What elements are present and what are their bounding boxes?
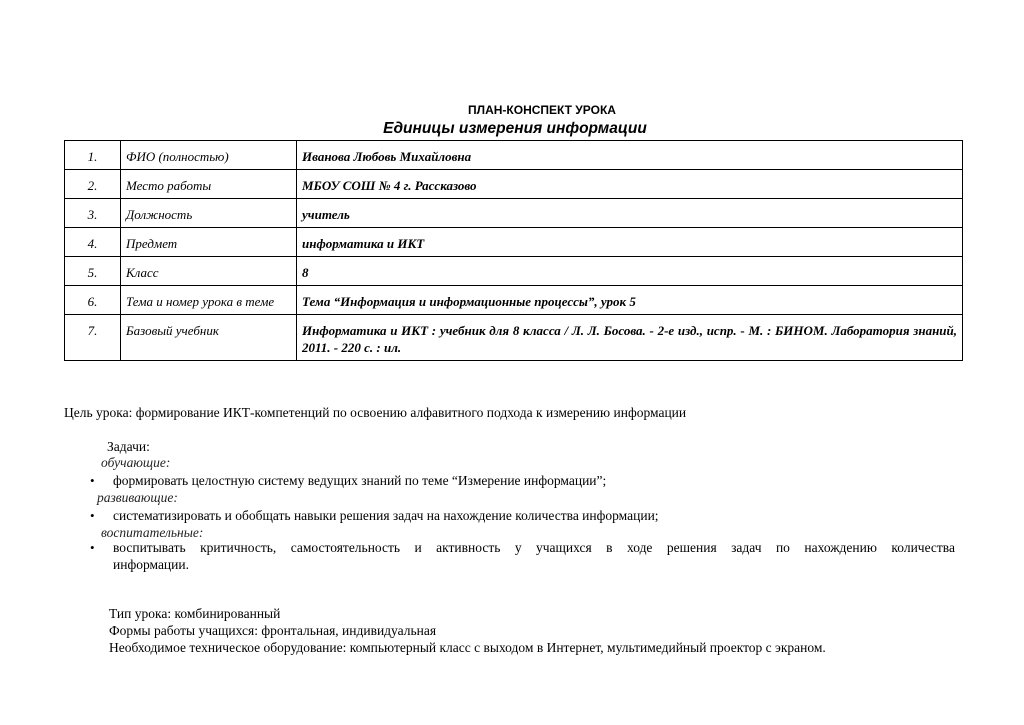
row-value: Иванова Любовь Михайловна	[297, 141, 963, 170]
row-number: 6.	[65, 286, 121, 315]
row-label: Тема и номер урока в теме	[121, 286, 297, 315]
row-label: Место работы	[121, 170, 297, 199]
task-item: систематизировать и обобщать навыки решения задач на нахождение количества информации;	[113, 508, 659, 523]
task-group-label: обучающие:	[101, 455, 171, 470]
task-item: формировать целостную систему ведущих знаний по теме “Измерение информации”;	[113, 473, 607, 488]
task-group-label: развивающие:	[97, 490, 178, 505]
work-forms: Формы работы учащихся: фронтальная, индивидуальная	[109, 623, 437, 638]
table-row	[65, 170, 963, 199]
row-label: Базовый учебник	[121, 315, 297, 361]
row-label: Должность	[121, 199, 297, 228]
row-number: 4.	[65, 228, 121, 257]
row-label: ФИО (полностью)	[121, 141, 297, 170]
lesson-type: Тип урока: комбинированный	[109, 606, 281, 621]
row-value: информатика и ИКТ	[297, 228, 963, 257]
row-number: 1.	[65, 141, 121, 170]
page-title: ПЛАН-КОНСПЕКТ УРОКА	[468, 103, 616, 117]
table-row	[65, 257, 963, 286]
equipment: Необходимое техническое оборудование: компьютерный класс с выходом в Интернет, мультимедийный проектор с экраном.	[109, 640, 826, 655]
info-table	[64, 140, 963, 361]
task-item: воспитывать критичность, самостоятельность и активность у учащихся в ходе решения задач по нахождению количества	[113, 540, 955, 555]
table-row	[65, 228, 963, 257]
bullet-icon: •	[90, 508, 95, 523]
row-value: 8	[297, 257, 963, 286]
table-row	[65, 315, 963, 361]
table-row	[65, 141, 963, 170]
row-label: Класс	[121, 257, 297, 286]
tasks-heading: Задачи:	[107, 439, 150, 454]
row-value: учитель	[297, 199, 963, 228]
lesson-topic: Единицы измерения информации	[383, 120, 647, 137]
row-label: Предмет	[121, 228, 297, 257]
bullet-icon: •	[90, 540, 95, 555]
row-value: МБОУ СОШ № 4 г. Рассказово	[297, 170, 963, 199]
task-item-continued: информации.	[113, 557, 189, 572]
row-number: 3.	[65, 199, 121, 228]
row-number: 5.	[65, 257, 121, 286]
task-group-label: воспитательные:	[101, 525, 204, 540]
row-value: Информатика и ИКТ : учебник для 8 класса / Л. Л. Босова. - 2-е изд., испр. - М. : БИНОМ. Лаборатория знаний, 2011. - 220 с. : ил.	[297, 315, 963, 361]
lesson-goal: Цель урока: формирование ИКТ-компетенций по освоению алфавитного подхода к измерению информации	[64, 405, 687, 420]
row-number: 2.	[65, 170, 121, 199]
row-number: 7.	[65, 315, 121, 361]
row-value: Тема “Информация и информационные процессы”, урок 5	[297, 286, 963, 315]
table-row	[65, 286, 963, 315]
table-row	[65, 199, 963, 228]
bullet-icon: •	[90, 473, 95, 488]
